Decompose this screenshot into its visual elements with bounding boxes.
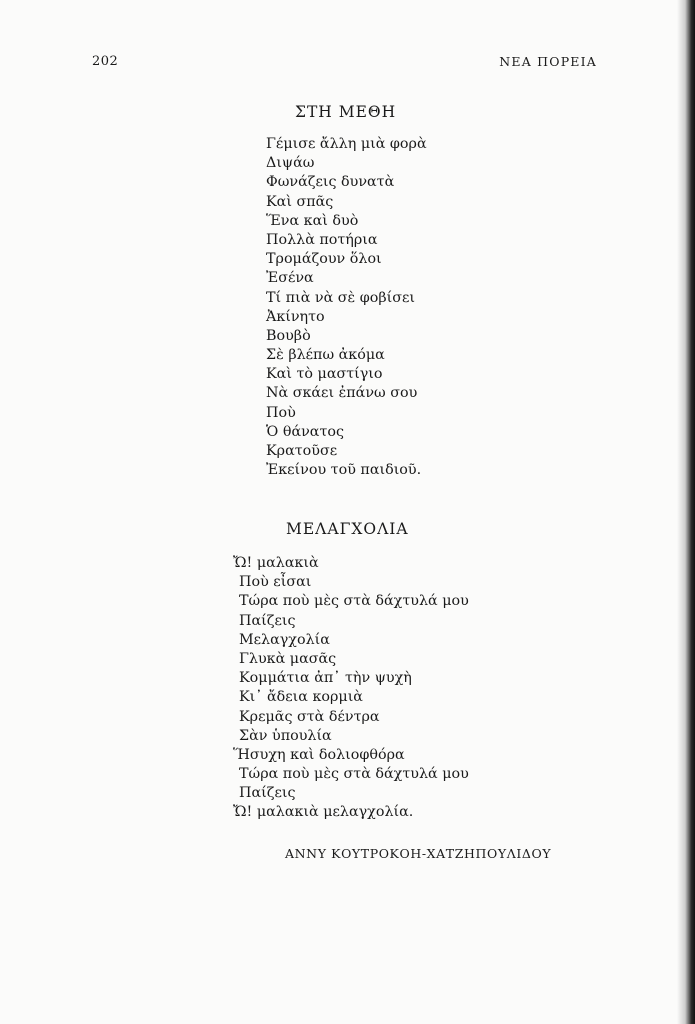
poem-line: Ἀκίνητο xyxy=(266,308,325,325)
poem-lines-sti-methi xyxy=(266,135,427,480)
poem-line: Καὶ τὸ μαστίγιο xyxy=(266,366,383,383)
book-spine-shadow xyxy=(677,0,695,1024)
poem-line: Διψάω xyxy=(266,155,315,172)
poem-lines-melagcholia xyxy=(233,554,469,823)
poem-line: Ποὺ xyxy=(266,404,296,421)
poem-line: Γλυκὰ μασᾶς xyxy=(239,650,337,667)
poem-line: Καὶ σπᾶς xyxy=(266,193,334,210)
poem-line: Ὤ! μαλακιὰ μελαγχολία. xyxy=(233,804,414,821)
poem-line: Κρατοῦσε xyxy=(266,443,338,459)
author-name: ΑΝΝΥ ΚΟΥΤΡΟΚΟΗ-ΧΑΤΖΗΠΟΥΛΙΔΟΥ xyxy=(285,846,552,861)
poem-line: Βουβὸ xyxy=(266,327,311,344)
poem-line: Πολλὰ ποτήρια xyxy=(266,231,378,248)
poem-line: Κομμάτια ἀπ᾿ τὴν ψυχὴ xyxy=(239,670,412,687)
poem-line: Σὰν ὑπουλία xyxy=(239,727,332,744)
poem-line: Ὁ θάνατος xyxy=(266,423,344,440)
poem-line: Φωνάζεις δυνατὰ xyxy=(266,174,395,191)
poem-line: Τί πιὰ νὰ σὲ φοβίσει xyxy=(266,289,416,306)
poem-title-melagcholia: ΜΕΛΑΓΧΟΛΙΑ xyxy=(286,520,409,538)
poem-line: Τρομάζουν ὅλοι xyxy=(266,251,382,268)
poem-line: Παίζεις xyxy=(239,612,296,629)
poem-line: Νὰ σκάει ἐπάνω σου xyxy=(266,385,418,402)
running-head: ΝΕΑ ΠΟΡΕΙΑ xyxy=(499,54,597,69)
poem-line: Ποὺ εἶσαι xyxy=(239,574,312,591)
poem-line: Τώρα ποὺ μὲς στὰ δάχτυλά μου xyxy=(239,766,469,783)
poem-line: Παίζεις xyxy=(239,785,296,802)
poem-line: Ἕνα καὶ δυὸ xyxy=(266,212,359,229)
poem-line: Ἐσένα xyxy=(266,270,314,287)
poem-title-sti-methi: ΣΤΗ ΜΕΘΗ xyxy=(295,103,397,121)
poem-line: Κρεμᾶς στὰ δέντρα xyxy=(239,708,380,725)
poem-line: Ὤ! μαλακιὰ xyxy=(233,555,319,571)
poem-line: Κι᾿ ἄδεια κορμιὰ xyxy=(239,689,363,706)
poem-line: Ἐκείνου τοῦ παιδιοῦ. xyxy=(266,462,422,479)
poem-line: Ἥσυχη καὶ δολιοφθόρα xyxy=(233,746,405,763)
poem-line: Μελαγχολία xyxy=(239,631,330,648)
page-number: 202 xyxy=(92,54,119,69)
poem-line: Σὲ βλέπω ἀκόμα xyxy=(266,347,385,364)
poem-line: Τώρα ποὺ μὲς στὰ δάχτυλά μου xyxy=(239,593,469,610)
poem-line: Γέμισε ἄλλη μιὰ φορὰ xyxy=(266,136,427,152)
